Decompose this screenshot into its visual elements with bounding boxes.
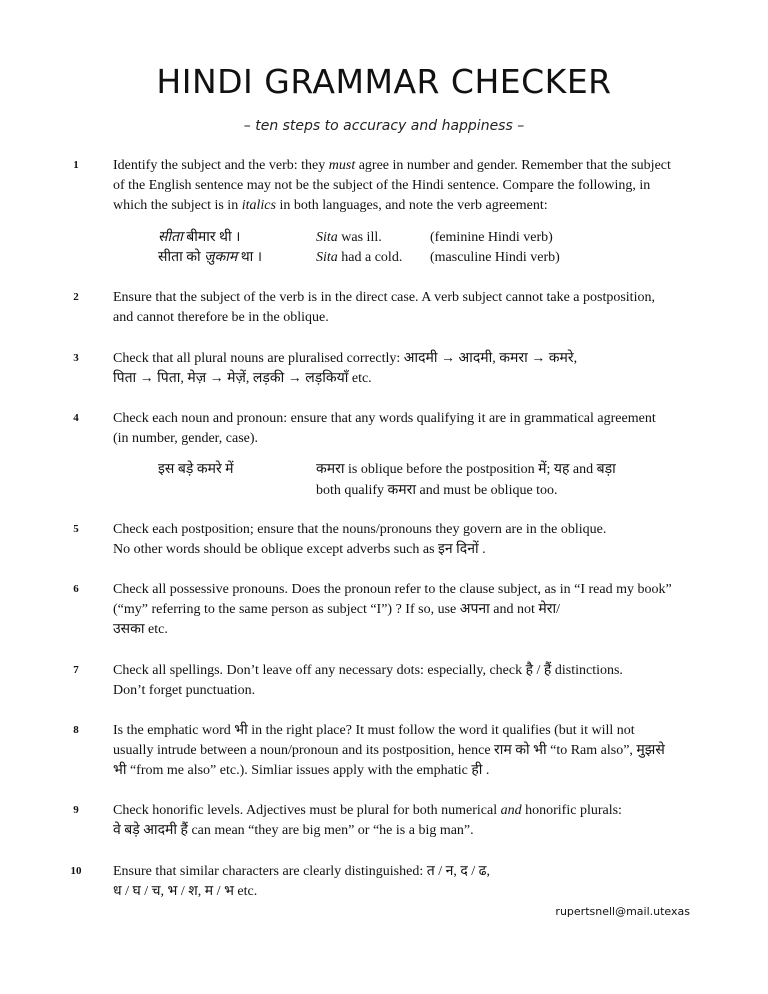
step-text: Ensure that the subject of the verb is in the direct case. A verb subject cannot take a postposition, and cannot therefore be in the oblique. xyxy=(113,290,655,325)
step-number: 8 xyxy=(73,724,79,736)
example-note-2: (masculine Hindi verb) xyxy=(430,250,560,265)
step-text: Check honorific levels. Adjectives must be plural for both numerical and honorific plurals: xyxy=(113,803,622,818)
example-note-1: (feminine Hindi verb) xyxy=(430,230,553,245)
step-text-line-2: Don’t forget punctuation. xyxy=(113,683,256,698)
step-text-line-2: ध / घ / च, भ / श, म / भ etc. xyxy=(113,884,258,899)
step-text: Ensure that similar characters are clearly distinguished: त / न, द / ढ, xyxy=(113,864,491,879)
step-text: Check all spellings. Don’t leave off any necessary dots: especially, check है / हैं distinctions. xyxy=(113,663,623,678)
step-text-line-2: पिता → पिता, मेज़ → मेज़ें, लड़की → लड़कियाँ etc. xyxy=(113,371,372,386)
page-title: HINDI GRAMMAR CHECKER xyxy=(156,62,612,101)
example-english-1: Sita was ill. xyxy=(316,230,382,245)
step-text: Identify the subject and the verb: they must agree in number and gender. Remember that the subject of the English sentence may not be the subject of the Hindi sentence. Compare the following, in which the subject is in italics in both languages, and note the verb agreement: xyxy=(113,158,671,213)
example-hindi: इस बड़े कमरे में xyxy=(158,462,234,477)
example-explanation-line-2: both qualify कमरा and must be oblique too. xyxy=(316,483,558,498)
step-text: Is the emphatic word भी in the right place? It must follow the word it qualifies (but it will not usually intrude between a noun/pronoun and its postposition, hence राम को भी “to Ram also”, मुझसे भी “from me also” etc.). Simliar issues apply with the emphatic ही . xyxy=(113,723,665,778)
step-number: 10 xyxy=(70,865,82,877)
example-hindi-1: सीता बीमार थी । xyxy=(158,230,241,245)
example-explanation: कमरा is oblique before the postposition में; यह and बड़ा xyxy=(316,462,616,477)
author-email: rupertsnell@mail.utexas xyxy=(555,905,690,918)
step-number: 5 xyxy=(73,523,79,535)
step-text: Check all possessive pronouns. Does the pronoun refer to the clause subject, as in “I read my book” (“my” referring to the same person as subject “I”) ? If so, use अपना and not मेरा/ xyxy=(113,582,672,617)
step-number: 3 xyxy=(73,352,79,364)
step-text: Check each noun and pronoun: ensure that any words qualifying it are in grammatical agreement (in number, gender, case). xyxy=(113,411,656,446)
step-text: Check that all plural nouns are pluralised correctly: आदमी → आदमी, कमरा → कमरे, xyxy=(113,351,578,366)
step-text-line-3: उसका etc. xyxy=(113,622,168,637)
step-number: 4 xyxy=(73,412,79,424)
step-text-line-2: No other words should be oblique except adverbs such as इन दिनों . xyxy=(113,542,486,557)
step-number: 7 xyxy=(73,664,79,676)
step-number: 6 xyxy=(73,583,79,595)
example-hindi-2: सीता को ज़ुकाम था । xyxy=(158,250,263,265)
example-english-2: Sita had a cold. xyxy=(316,250,403,265)
page-subtitle: – ten steps to accuracy and happiness – xyxy=(243,118,525,134)
step-number: 2 xyxy=(73,291,79,303)
step-text: Check each postposition; ensure that the nouns/pronouns they govern are in the oblique. xyxy=(113,522,607,537)
step-number: 1 xyxy=(73,159,79,171)
step-number: 9 xyxy=(73,804,79,816)
step-text-line-2: वे बड़े आदमी हैं can mean “they are big men” or “he is a big man”. xyxy=(113,823,474,838)
